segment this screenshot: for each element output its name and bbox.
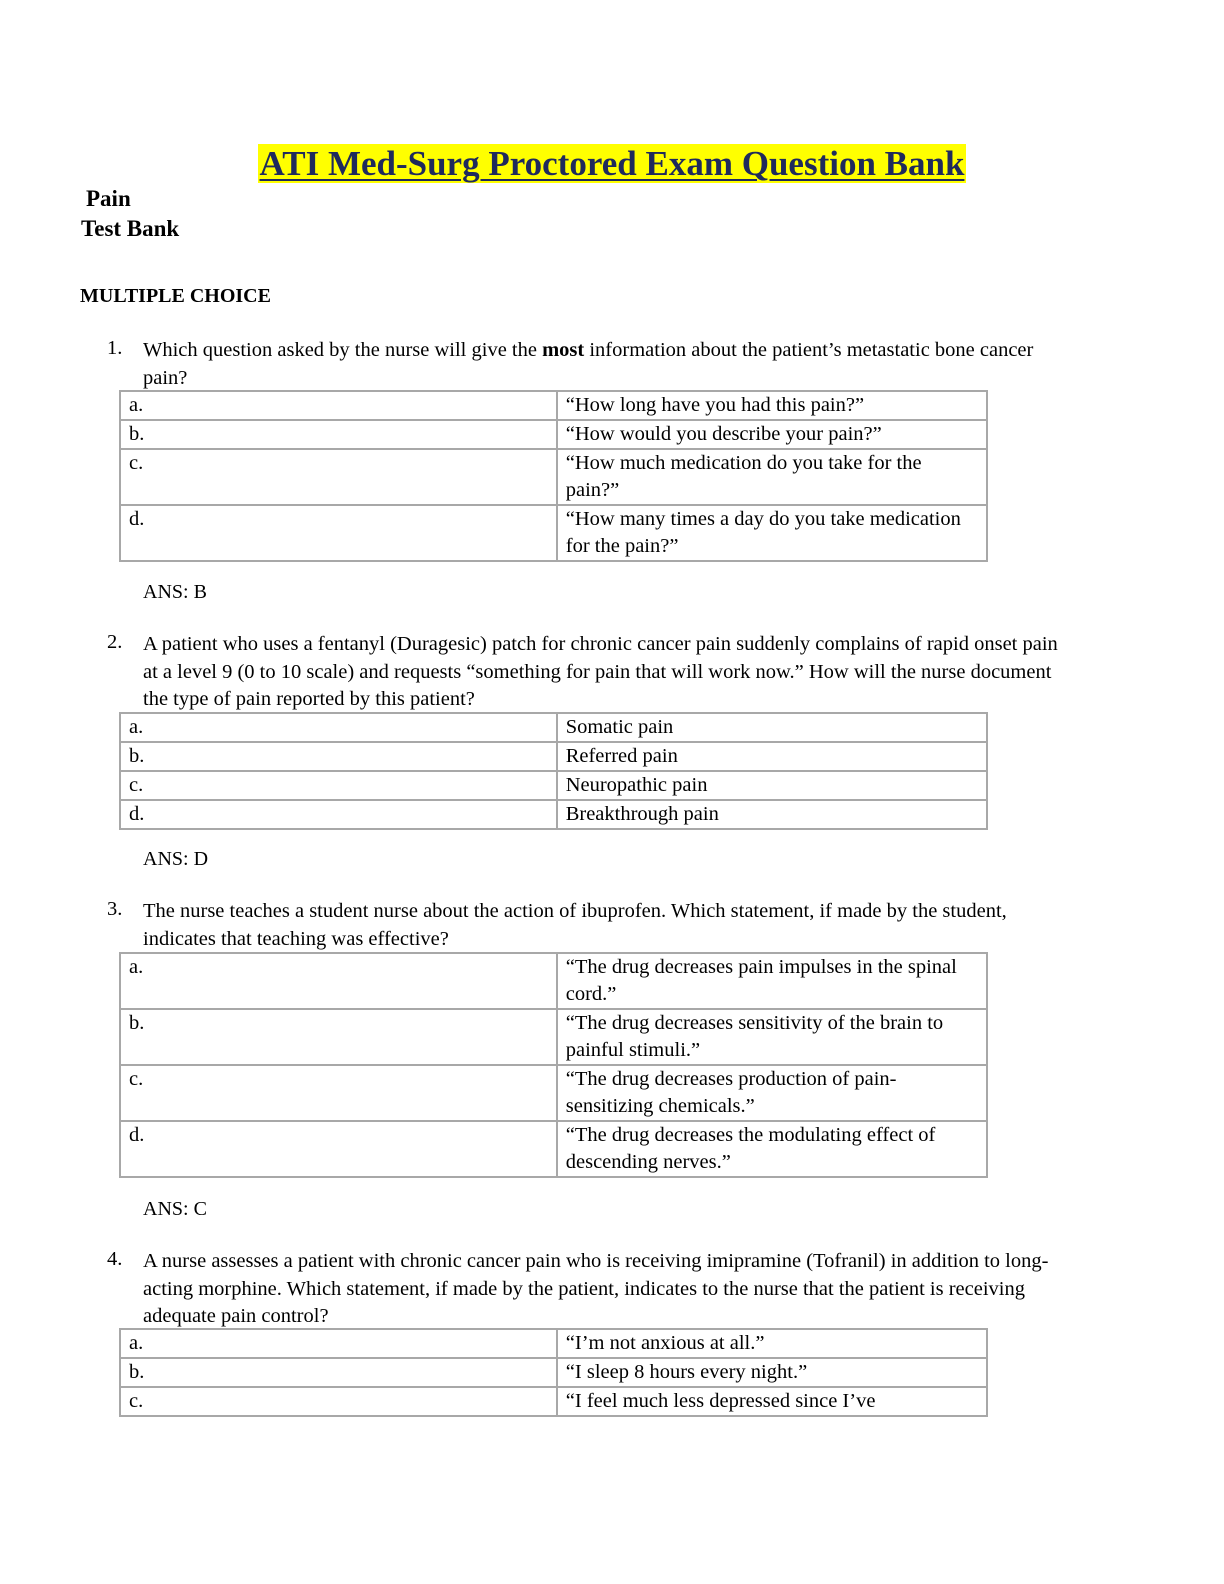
option-text: “I sleep 8 hours every night.”	[557, 1358, 987, 1387]
options-table	[119, 712, 988, 830]
option-row	[120, 1387, 987, 1416]
option-text: “I’m not anxious at all.”	[557, 1329, 987, 1358]
page-title	[0, 142, 1224, 186]
question-number: 2.	[107, 631, 123, 653]
option-letter: b.	[120, 1358, 557, 1387]
option-letter: c.	[120, 1065, 557, 1121]
option-row	[120, 449, 987, 505]
answer: ANS: B	[143, 581, 207, 603]
option-text: “The drug decreases production of pain-sensitizing chemicals.”	[557, 1065, 987, 1121]
option-text: “The drug decreases sensitivity of the brain to painful stimuli.”	[557, 1009, 987, 1065]
option-letter: c.	[120, 449, 557, 505]
question-text-part: information about the patient’s metastatic bone cancer pain?	[143, 339, 1034, 389]
page-title-text: ATI Med-Surg Proctored Exam Question Bank	[259, 144, 965, 183]
option-row	[120, 1121, 987, 1177]
option-row	[120, 1009, 987, 1065]
question-text: The nurse teaches a student nurse about the action of ibuprofen. Which statement, if made by the student, indicates that teaching was effective?	[143, 900, 1007, 950]
option-letter: d.	[120, 505, 557, 561]
option-letter: a.	[120, 1329, 557, 1358]
answer: ANS: C	[143, 1198, 207, 1220]
option-row	[120, 391, 987, 420]
subtitle-test-bank: Test Bank	[81, 216, 180, 241]
option-row	[120, 800, 987, 829]
option-row	[120, 953, 987, 1009]
option-row	[120, 1329, 987, 1358]
subtitle-pain: Pain	[86, 186, 131, 211]
option-text: Breakthrough pain	[557, 800, 987, 829]
option-text: “The drug decreases the modulating effect of descending nerves.”	[557, 1121, 987, 1177]
option-letter: d.	[120, 1121, 557, 1177]
option-text: “How many times a day do you take medication for the pain?”	[557, 505, 987, 561]
question-text: A nurse assesses a patient with chronic cancer pain who is receiving imipramine (Tofranil) in addition to long-acting morphine. Which statement, if made by the patient, indicates to the nurse that the patient is receiving adequate pain control?	[143, 1250, 1049, 1327]
section-heading: MULTIPLE CHOICE	[80, 285, 271, 307]
option-row	[120, 771, 987, 800]
question-text	[143, 337, 1073, 392]
option-letter: c.	[120, 1387, 557, 1416]
options-table	[119, 390, 988, 562]
option-row	[120, 1065, 987, 1121]
option-letter: a.	[120, 953, 557, 1009]
option-text: “How would you describe your pain?”	[557, 420, 987, 449]
option-row	[120, 505, 987, 561]
question-number: 4.	[107, 1248, 123, 1270]
option-text: “I feel much less depressed since I’ve	[557, 1387, 987, 1416]
option-letter: a.	[120, 391, 557, 420]
options-table	[119, 1328, 988, 1417]
question-text-part: Which question asked by the nurse will give the	[143, 339, 543, 361]
option-text: Neuropathic pain	[557, 771, 987, 800]
option-letter: b.	[120, 1009, 557, 1065]
question-number: 1.	[107, 337, 123, 359]
question-emphasis: most	[542, 339, 585, 361]
option-text: Referred pain	[557, 742, 987, 771]
question-text: A patient who uses a fentanyl (Duragesic) patch for chronic cancer pain suddenly complains of rapid onset pain at a level 9 (0 to 10 scale) and requests “something for pain that will work now.” How will the nurse document the type of pain reported by this patient?	[143, 633, 1058, 710]
option-text: “How long have you had this pain?”	[557, 391, 987, 420]
option-row	[120, 713, 987, 742]
option-text: “How much medication do you take for the pain?”	[557, 449, 987, 505]
question-number: 3.	[107, 898, 123, 920]
option-letter: d.	[120, 800, 557, 829]
option-text: “The drug decreases pain impulses in the spinal cord.”	[557, 953, 987, 1009]
option-letter: b.	[120, 420, 557, 449]
option-row	[120, 420, 987, 449]
option-row	[120, 1358, 987, 1387]
option-text: Somatic pain	[557, 713, 987, 742]
option-row	[120, 742, 987, 771]
option-letter: c.	[120, 771, 557, 800]
options-table	[119, 952, 988, 1178]
option-letter: b.	[120, 742, 557, 771]
option-letter: a.	[120, 713, 557, 742]
answer: ANS: D	[143, 848, 209, 870]
